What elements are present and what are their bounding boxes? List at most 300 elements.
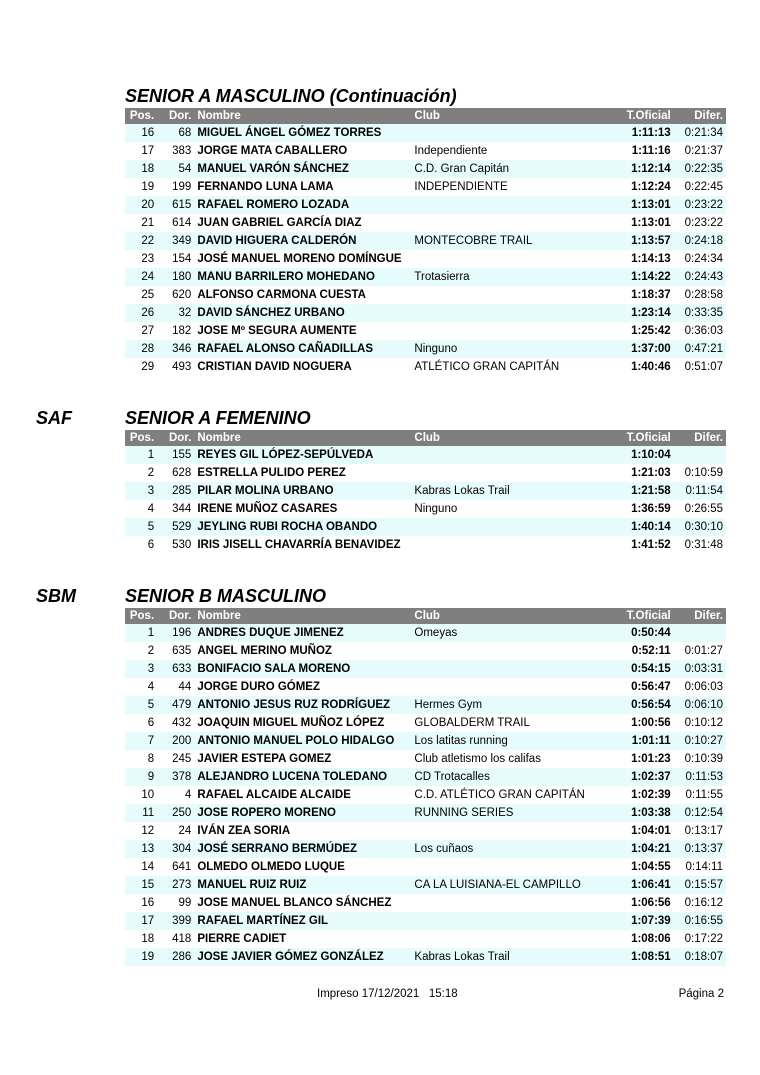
cell-dor: 383 [157,142,194,160]
cell-diff: 0:03:31 [674,660,726,678]
cell-diff: 0:12:54 [674,804,726,822]
cell-diff: 0:15:57 [674,876,726,894]
cell-diff: 0:10:27 [674,732,726,750]
cell-name: RAFAEL MARTÍNEZ GIL [194,912,411,930]
table-row [125,624,726,642]
table-row [125,804,726,822]
cell-time: 1:11:16 [622,142,673,160]
cell-dor: 633 [157,660,194,678]
cell-dor: 286 [157,948,194,966]
cell-dor: 378 [157,768,194,786]
table-row [125,160,726,178]
cell-name: RAFAEL ALONSO CAÑADILLAS [194,340,411,358]
cell-dor: 614 [157,214,194,232]
cell-dor: 182 [157,322,194,340]
cell-time: 1:10:04 [622,446,673,464]
cell-time: 1:21:58 [622,482,673,500]
cell-club [411,678,622,696]
cell-name: RAFAEL ALCAIDE ALCAIDE [194,786,411,804]
cell-pos: 5 [125,518,157,536]
cell-name: JUAN GABRIEL GARCÍA DIAZ [194,214,411,232]
column-header-pos: Pos. [125,608,157,624]
cell-club: ATLÉTICO GRAN CAPITÁN [411,358,622,376]
cell-time: 0:56:54 [622,696,673,714]
cell-dor: 199 [157,178,194,196]
cell-club: Los latitas running [411,732,622,750]
cell-dor: 615 [157,196,194,214]
cell-name: MIGUEL ÁNGEL GÓMEZ TORRES [194,124,411,142]
cell-diff: 0:13:37 [674,840,726,858]
cell-pos: 29 [125,358,157,376]
cell-diff: 0:24:43 [674,268,726,286]
cell-name: MANU BARRILERO MOHEDANO [194,268,411,286]
cell-club: C.D. Gran Capitán [411,160,622,178]
column-header-club: Club [411,608,622,624]
results-table [125,608,726,966]
cell-name: ESTRELLA PULIDO PEREZ [194,464,411,482]
cell-club [411,214,622,232]
cell-name: ANTONIO MANUEL POLO HIDALGO [194,732,411,750]
cell-club: Hermes Gym [411,696,622,714]
cell-diff: 0:21:34 [674,124,726,142]
cell-time: 1:21:03 [622,464,673,482]
cell-time: 0:54:15 [622,660,673,678]
table-row [125,464,726,482]
cell-name: ANDRES DUQUE JIMENEZ [194,624,411,642]
cell-time: 1:11:13 [622,124,673,142]
cell-club [411,286,622,304]
cell-diff: 0:30:10 [674,518,726,536]
cell-time: 1:18:37 [622,286,673,304]
cell-pos: 11 [125,804,157,822]
cell-dor: 344 [157,500,194,518]
cell-club [411,894,622,912]
cell-pos: 3 [125,660,157,678]
table-row [125,858,726,876]
cell-name: OLMEDO OLMEDO LUQUE [194,858,411,876]
cell-club: C.D. ATLÉTICO GRAN CAPITÁN [411,786,622,804]
cell-diff: 0:10:12 [674,714,726,732]
cell-pos: 9 [125,768,157,786]
cell-name: FERNANDO LUNA LAMA [194,178,411,196]
cell-name: DAVID SÁNCHEZ URBANO [194,304,411,322]
cell-diff: 0:23:22 [674,196,726,214]
cell-dor: 200 [157,732,194,750]
column-header-time: T.Oficial [622,108,673,124]
column-header-name: Nombre [194,430,411,446]
cell-club [411,446,622,464]
cell-club: INDEPENDIENTE [411,178,622,196]
cell-diff: 0:16:55 [674,912,726,930]
cell-dor: 273 [157,876,194,894]
cell-time: 1:13:57 [622,232,673,250]
page-number: Página 2 [678,988,724,1000]
cell-club [411,124,622,142]
cell-dor: 245 [157,750,194,768]
cell-diff: 0:28:58 [674,286,726,304]
cell-pos: 10 [125,786,157,804]
cell-club [411,250,622,268]
cell-pos: 4 [125,678,157,696]
cell-pos: 18 [125,930,157,948]
table-row [125,142,726,160]
cell-dor: 399 [157,912,194,930]
table-row [125,948,726,966]
cell-time: 1:40:46 [622,358,673,376]
cell-pos: 17 [125,142,157,160]
cell-time: 1:03:38 [622,804,673,822]
cell-club: Kabras Lokas Trail [411,948,622,966]
table-row [125,358,726,376]
column-header-pos: Pos. [125,108,157,124]
cell-club [411,536,622,554]
cell-dor: 54 [157,160,194,178]
cell-club [411,858,622,876]
cell-pos: 22 [125,232,157,250]
cell-club [411,642,622,660]
cell-time: 1:25:42 [622,322,673,340]
cell-pos: 13 [125,840,157,858]
cell-name: IRENE MUÑOZ CASARES [194,500,411,518]
cell-pos: 25 [125,286,157,304]
cell-diff [674,624,726,642]
cell-diff: 0:11:54 [674,482,726,500]
cell-diff: 0:33:35 [674,304,726,322]
cell-diff: 0:14:11 [674,858,726,876]
cell-club: Club atletismo los califas [411,750,622,768]
column-header-dor: Dor. [157,608,194,624]
cell-dor: 479 [157,696,194,714]
cell-time: 1:40:14 [622,518,673,536]
cell-pos: 28 [125,340,157,358]
cell-club: Omeyas [411,624,622,642]
cell-time: 1:04:55 [622,858,673,876]
cell-pos: 5 [125,696,157,714]
section-title: SENIOR B MASCULINO [125,586,327,606]
cell-name: DAVID HIGUERA CALDERÓN [194,232,411,250]
cell-diff: 0:06:10 [674,696,726,714]
cell-diff: 0:21:37 [674,142,726,160]
results-table [125,430,726,554]
cell-pos: 19 [125,948,157,966]
cell-diff: 0:10:59 [674,464,726,482]
table-header-row [125,608,726,624]
cell-time: 1:13:01 [622,196,673,214]
cell-club: Independiente [411,142,622,160]
table-row [125,642,726,660]
cell-name: JORGE MATA CABALLERO [194,142,411,160]
cell-name: JOSE Mº SEGURA AUMENTE [194,322,411,340]
cell-pos: 27 [125,322,157,340]
cell-time: 1:00:56 [622,714,673,732]
cell-pos: 1 [125,624,157,642]
results-table [125,108,726,376]
cell-club [411,912,622,930]
cell-diff: 0:18:07 [674,948,726,966]
section-title: SENIOR A MASCULINO (Continuación) [125,86,457,106]
cell-club: CD Trotacalles [411,768,622,786]
column-header-name: Nombre [194,608,411,624]
cell-diff: 0:01:27 [674,642,726,660]
cell-name: PILAR MOLINA URBANO [194,482,411,500]
cell-name: ALEJANDRO LUCENA TOLEDANO [194,768,411,786]
cell-club: Los cuñaos [411,840,622,858]
cell-time: 1:37:00 [622,340,673,358]
category-code: SBM [36,586,76,606]
cell-diff: 0:11:53 [674,768,726,786]
cell-diff: 0:16:12 [674,894,726,912]
cell-time: 1:08:06 [622,930,673,948]
cell-diff: 0:26:55 [674,500,726,518]
cell-diff: 0:47:21 [674,340,726,358]
cell-pos: 20 [125,196,157,214]
table-row [125,178,726,196]
cell-name: MANUEL RUIZ RUIZ [194,876,411,894]
cell-time: 1:07:39 [622,912,673,930]
cell-name: IVÁN ZEA SORIA [194,822,411,840]
category-code: SAF [36,408,72,428]
cell-pos: 4 [125,500,157,518]
cell-name: JOAQUIN MIGUEL MUÑOZ LÓPEZ [194,714,411,732]
cell-dor: 635 [157,642,194,660]
cell-club: RUNNING SERIES [411,804,622,822]
cell-dor: 304 [157,840,194,858]
cell-diff: 0:10:39 [674,750,726,768]
section-title: SENIOR A FEMENINO [125,408,311,428]
cell-diff: 0:36:03 [674,322,726,340]
cell-dor: 68 [157,124,194,142]
cell-name: ALFONSO CARMONA CUESTA [194,286,411,304]
column-header-club: Club [411,430,622,446]
cell-dor: 418 [157,930,194,948]
cell-name: JOSE MANUEL BLANCO SÁNCHEZ [194,894,411,912]
cell-diff: 0:31:48 [674,536,726,554]
cell-name: JEYLING RUBI ROCHA OBANDO [194,518,411,536]
cell-dor: 196 [157,624,194,642]
cell-time: 1:06:56 [622,894,673,912]
cell-dor: 32 [157,304,194,322]
cell-time: 1:13:01 [622,214,673,232]
table-row [125,696,726,714]
cell-time: 1:14:22 [622,268,673,286]
cell-pos: 16 [125,894,157,912]
cell-club [411,518,622,536]
cell-pos: 14 [125,858,157,876]
cell-time: 1:01:11 [622,732,673,750]
table-row [125,124,726,142]
table-row [125,196,726,214]
cell-club: Ninguno [411,500,622,518]
cell-club [411,322,622,340]
cell-time: 1:02:39 [622,786,673,804]
column-header-time: T.Oficial [622,430,673,446]
cell-name: JOSE ROPERO MORENO [194,804,411,822]
cell-dor: 641 [157,858,194,876]
print-timestamp: Impreso 17/12/2021 15:18 [317,988,458,1000]
cell-time: 1:06:41 [622,876,673,894]
cell-time: 1:23:14 [622,304,673,322]
column-header-diff: Difer. [674,608,726,624]
cell-club: Kabras Lokas Trail [411,482,622,500]
cell-time: 1:12:14 [622,160,673,178]
column-header-club: Club [411,108,622,124]
cell-diff: 0:22:35 [674,160,726,178]
cell-dor: 24 [157,822,194,840]
table-row [125,876,726,894]
cell-pos: 2 [125,464,157,482]
cell-diff: 0:06:03 [674,678,726,696]
table-row [125,268,726,286]
cell-dor: 349 [157,232,194,250]
table-row [125,678,726,696]
cell-diff: 0:24:18 [674,232,726,250]
table-row [125,304,726,322]
cell-club [411,660,622,678]
cell-name: MANUEL VARÓN SÁNCHEZ [194,160,411,178]
cell-dor: 180 [157,268,194,286]
cell-name: JOSÉ SERRANO BERMÚDEZ [194,840,411,858]
cell-pos: 24 [125,268,157,286]
cell-dor: 628 [157,464,194,482]
table-row [125,340,726,358]
cell-time: 1:04:01 [622,822,673,840]
cell-name: IRIS JISELL CHAVARRÍA BENAVIDEZ [194,536,411,554]
cell-pos: 8 [125,750,157,768]
table-row [125,500,726,518]
cell-pos: 18 [125,160,157,178]
table-row [125,912,726,930]
table-header-row [125,430,726,446]
cell-name: ANGEL MERINO MUÑOZ [194,642,411,660]
table-header-row [125,108,726,124]
cell-dor: 493 [157,358,194,376]
cell-dor: 154 [157,250,194,268]
cell-diff: 0:24:34 [674,250,726,268]
cell-pos: 6 [125,536,157,554]
cell-name: JOSE JAVIER GÓMEZ GONZÁLEZ [194,948,411,966]
table-row [125,768,726,786]
cell-pos: 12 [125,822,157,840]
table-row [125,482,726,500]
table-row [125,840,726,858]
cell-dor: 530 [157,536,194,554]
cell-name: BONIFACIO SALA MORENO [194,660,411,678]
cell-name: JORGE DURO GÓMEZ [194,678,411,696]
table-row [125,322,726,340]
cell-club [411,196,622,214]
table-row [125,446,726,464]
cell-dor: 155 [157,446,194,464]
cell-club: MONTECOBRE TRAIL [411,232,622,250]
cell-name: PIERRE CADIET [194,930,411,948]
cell-club: GLOBALDERM TRAIL [411,714,622,732]
column-header-dor: Dor. [157,430,194,446]
cell-diff [674,446,726,464]
table-row [125,750,726,768]
cell-name: JAVIER ESTEPA GOMEZ [194,750,411,768]
cell-club: CA LA LUISIANA-EL CAMPILLO [411,876,622,894]
cell-pos: 15 [125,876,157,894]
cell-dor: 346 [157,340,194,358]
cell-name: CRISTIAN DAVID NOGUERA [194,358,411,376]
cell-club: Ninguno [411,340,622,358]
cell-pos: 16 [125,124,157,142]
cell-name: REYES GIL LÓPEZ-SEPÚLVEDA [194,446,411,464]
cell-time: 0:56:47 [622,678,673,696]
table-row [125,518,726,536]
column-header-dor: Dor. [157,108,194,124]
cell-club [411,822,622,840]
cell-time: 1:04:21 [622,840,673,858]
cell-pos: 1 [125,446,157,464]
column-header-pos: Pos. [125,430,157,446]
cell-dor: 285 [157,482,194,500]
cell-pos: 6 [125,714,157,732]
cell-diff: 0:11:55 [674,786,726,804]
cell-time: 1:41:52 [622,536,673,554]
cell-club [411,464,622,482]
cell-club [411,930,622,948]
cell-time: 1:02:37 [622,768,673,786]
cell-pos: 23 [125,250,157,268]
cell-diff: 0:22:45 [674,178,726,196]
cell-pos: 2 [125,642,157,660]
cell-time: 1:12:24 [622,178,673,196]
cell-dor: 432 [157,714,194,732]
cell-diff: 0:51:07 [674,358,726,376]
cell-name: ANTONIO JESUS RUZ RODRÍGUEZ [194,696,411,714]
table-row [125,786,726,804]
table-row [125,214,726,232]
cell-club: Trotasierra [411,268,622,286]
table-row [125,250,726,268]
cell-time: 1:08:51 [622,948,673,966]
cell-diff: 0:23:22 [674,214,726,232]
cell-diff: 0:17:22 [674,930,726,948]
table-row [125,232,726,250]
cell-time: 0:52:11 [622,642,673,660]
cell-pos: 19 [125,178,157,196]
cell-dor: 620 [157,286,194,304]
cell-diff: 0:13:17 [674,822,726,840]
table-row [125,930,726,948]
column-header-name: Nombre [194,108,411,124]
table-row [125,714,726,732]
cell-pos: 17 [125,912,157,930]
table-row [125,894,726,912]
cell-pos: 3 [125,482,157,500]
cell-club [411,304,622,322]
cell-time: 1:14:13 [622,250,673,268]
table-row [125,660,726,678]
cell-time: 0:50:44 [622,624,673,642]
cell-pos: 7 [125,732,157,750]
cell-time: 1:36:59 [622,500,673,518]
column-header-diff: Difer. [674,430,726,446]
cell-dor: 250 [157,804,194,822]
cell-dor: 99 [157,894,194,912]
cell-dor: 4 [157,786,194,804]
cell-time: 1:01:23 [622,750,673,768]
cell-dor: 44 [157,678,194,696]
table-row [125,822,726,840]
table-row [125,732,726,750]
column-header-diff: Difer. [674,108,726,124]
cell-pos: 26 [125,304,157,322]
cell-pos: 21 [125,214,157,232]
table-row [125,286,726,304]
cell-dor: 529 [157,518,194,536]
